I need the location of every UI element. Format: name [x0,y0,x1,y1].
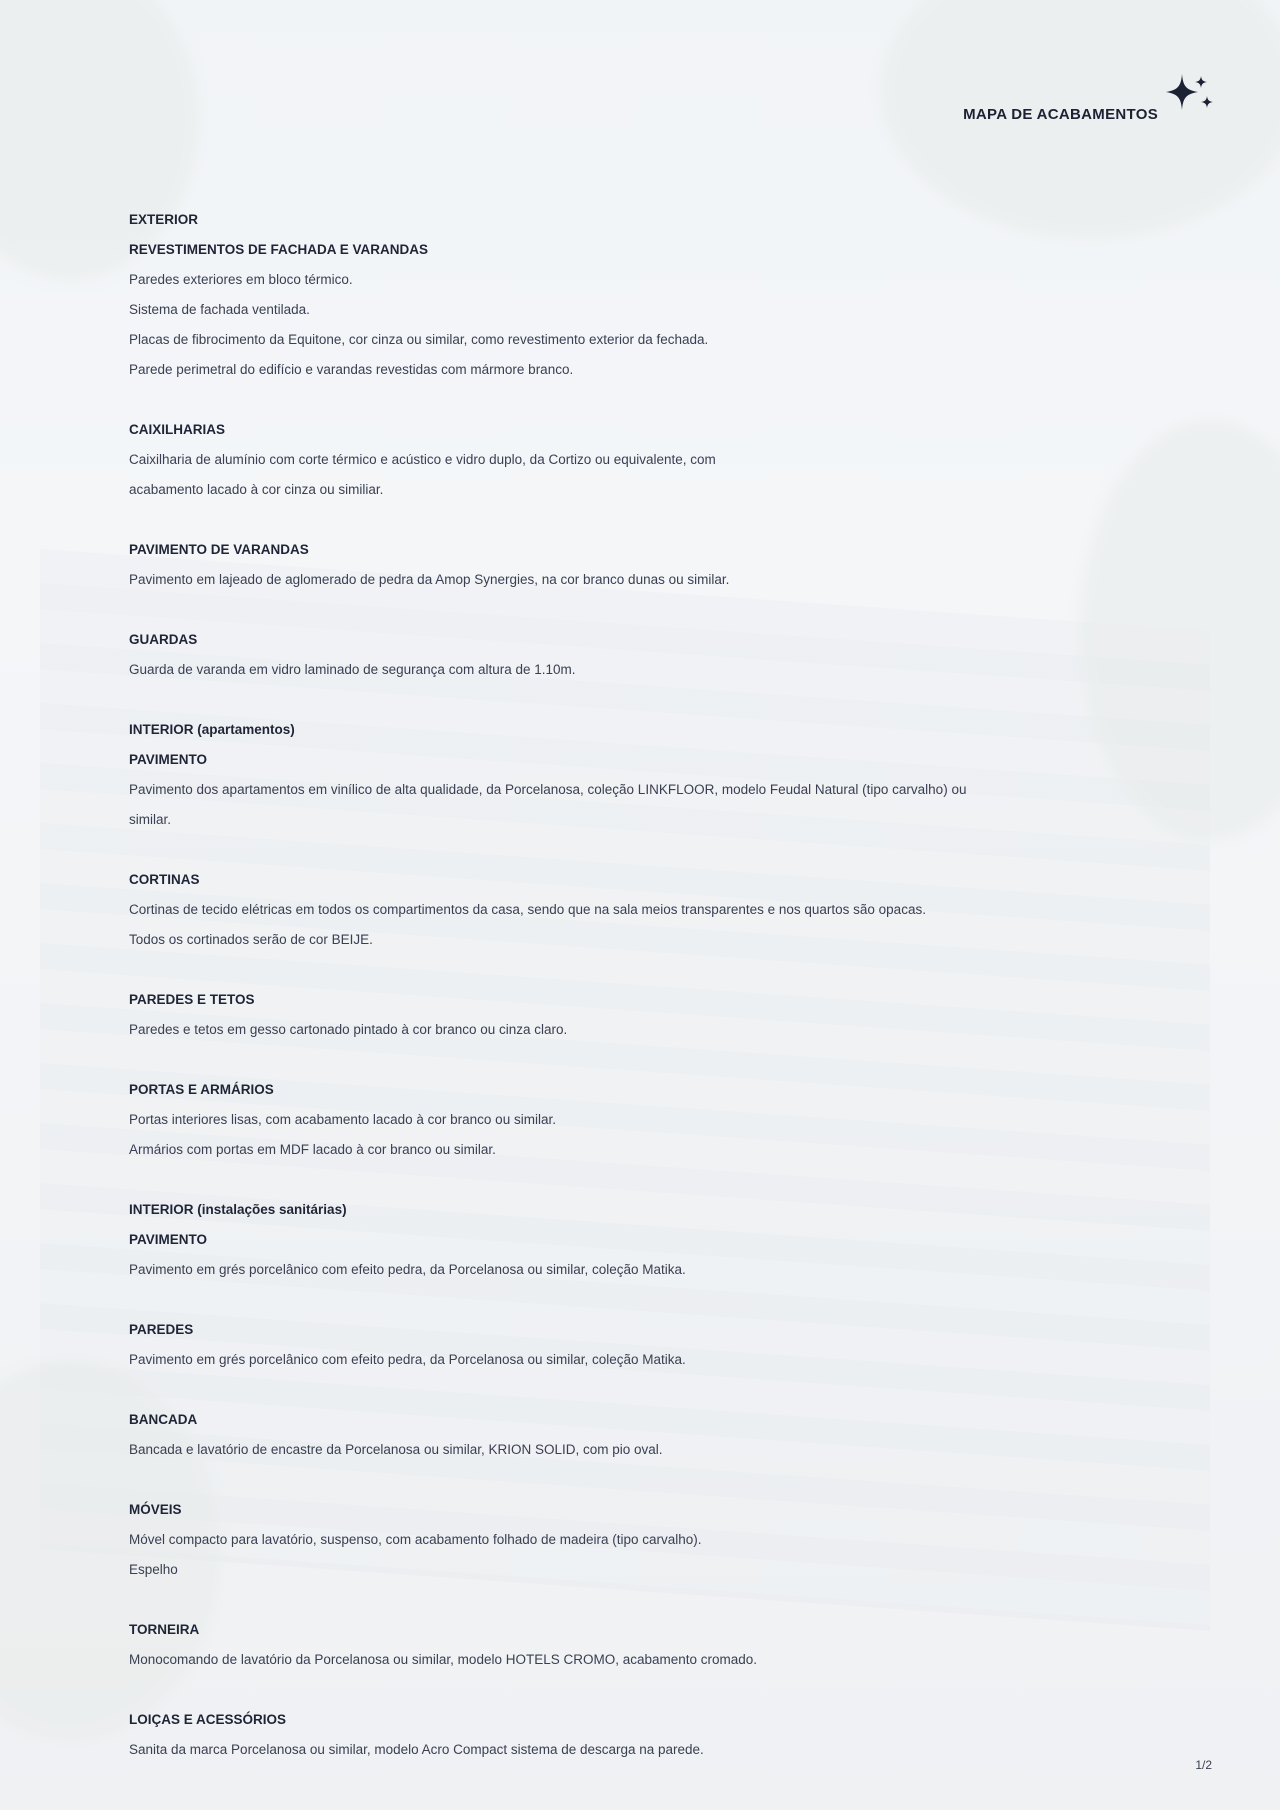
finish-group [129,205,1179,385]
group-heading: CAIXILHARIAS [129,422,226,437]
group-heading: PAVIMENTO DE VARANDAS [129,542,309,557]
section-heading: INTERIOR (apartamentos) [129,722,295,737]
finish-group [129,1495,1179,1585]
finish-group [129,625,1179,685]
description-line: Portas interiores lisas, com acabamento lacado à cor branco ou similar. [129,1112,556,1127]
group-heading: REVESTIMENTOS DE FACHADA E VARANDAS [129,242,429,257]
description-line: Paredes e tetos em gesso cartonado pintado à cor branco ou cinza claro. [129,1022,568,1037]
group-heading: BANCADA [129,1412,198,1427]
description-line: Espelho [129,1562,178,1577]
finish-group [129,1195,1179,1285]
sparkle-icon [1164,72,1214,118]
group-heading: GUARDAS [129,632,198,647]
description-line: Sanita da marca Porcelanosa ou similar, modelo Acro Compact sistema de descarga na parede. [129,1742,704,1757]
group-heading: MÓVEIS [129,1502,182,1517]
description-line: Sistema de fachada ventilada. [129,302,310,317]
finish-group [129,985,1179,1045]
description-line: Pavimento em grés porcelânico com efeito pedra, da Porcelanosa ou similar, coleção Matika. [129,1262,686,1277]
description-line: Paredes exteriores em bloco térmico. [129,272,353,287]
description-line: Bancada e lavatório de encastre da Porcelanosa ou similar, KRION SOLID, com pio oval. [129,1442,663,1457]
finishes-list [129,205,1179,1795]
description-line: Caixilharia de alumínio com corte térmico e acústico e vidro duplo, da Cortizo ou equivalente, com [129,452,716,467]
finish-group [129,865,1179,955]
group-heading: TORNEIRA [129,1622,200,1637]
finish-group [129,1615,1179,1675]
group-heading: LOIÇAS E ACESSÓRIOS [129,1712,287,1727]
section-heading: EXTERIOR [129,212,199,227]
finish-group [129,1405,1179,1465]
group-heading: PAREDES [129,1322,194,1337]
description-line: Placas de fibrocimento da Equitone, cor cinza ou similar, como revestimento exterior da fechada. [129,332,709,347]
description-line: Armários com portas em MDF lacado à cor branco ou similar. [129,1142,496,1157]
page-title: MAPA DE ACABAMENTOS [963,106,1158,123]
description-line: Cortinas de tecido elétricas em todos os compartimentos da casa, sendo que na sala meios transparentes e nos quartos são opacas. [129,902,926,917]
description-line: Pavimento dos apartamentos em vinílico de alta qualidade, da Porcelanosa, coleção LINKFLOOR, modelo Feudal Natural (tipo carvalho) ou [129,782,967,797]
finish-group [129,415,1179,505]
description-line: Móvel compacto para lavatório, suspenso, com acabamento folhado de madeira (tipo carvalho). [129,1532,702,1547]
group-heading: PAVIMENTO [129,1232,208,1247]
section-heading: INTERIOR (instalações sanitárias) [129,1202,347,1217]
page-number: 1/2 [1195,1758,1212,1772]
description-line: Pavimento em lajeado de aglomerado de pedra da Amop Synergies, na cor branco dunas ou similar. [129,572,730,587]
description-line: Pavimento em grés porcelânico com efeito pedra, da Porcelanosa ou similar, coleção Matika. [129,1352,686,1367]
finish-group [129,1705,1179,1765]
description-line: Monocomando de lavatório da Porcelanosa ou similar, modelo HOTELS CROMO, acabamento cromado. [129,1652,758,1667]
group-heading: PORTAS E ARMÁRIOS [129,1082,274,1097]
description-line: Parede perimetral do edifício e varandas revestidas com mármore branco. [129,362,574,377]
description-line: acabamento lacado à cor cinza ou similiar. [129,482,384,497]
finish-group [129,715,1179,835]
description-line: Guarda de varanda em vidro laminado de segurança com altura de 1.10m. [129,662,576,677]
group-heading: PAVIMENTO [129,752,208,767]
description-line: similar. [129,812,172,827]
finish-group [129,1075,1179,1165]
finish-group [129,1315,1179,1375]
group-heading: PAREDES E TETOS [129,992,255,1007]
description-line: Todos os cortinados serão de cor BEIJE. [129,932,373,947]
group-heading: CORTINAS [129,872,200,887]
finish-group [129,535,1179,595]
